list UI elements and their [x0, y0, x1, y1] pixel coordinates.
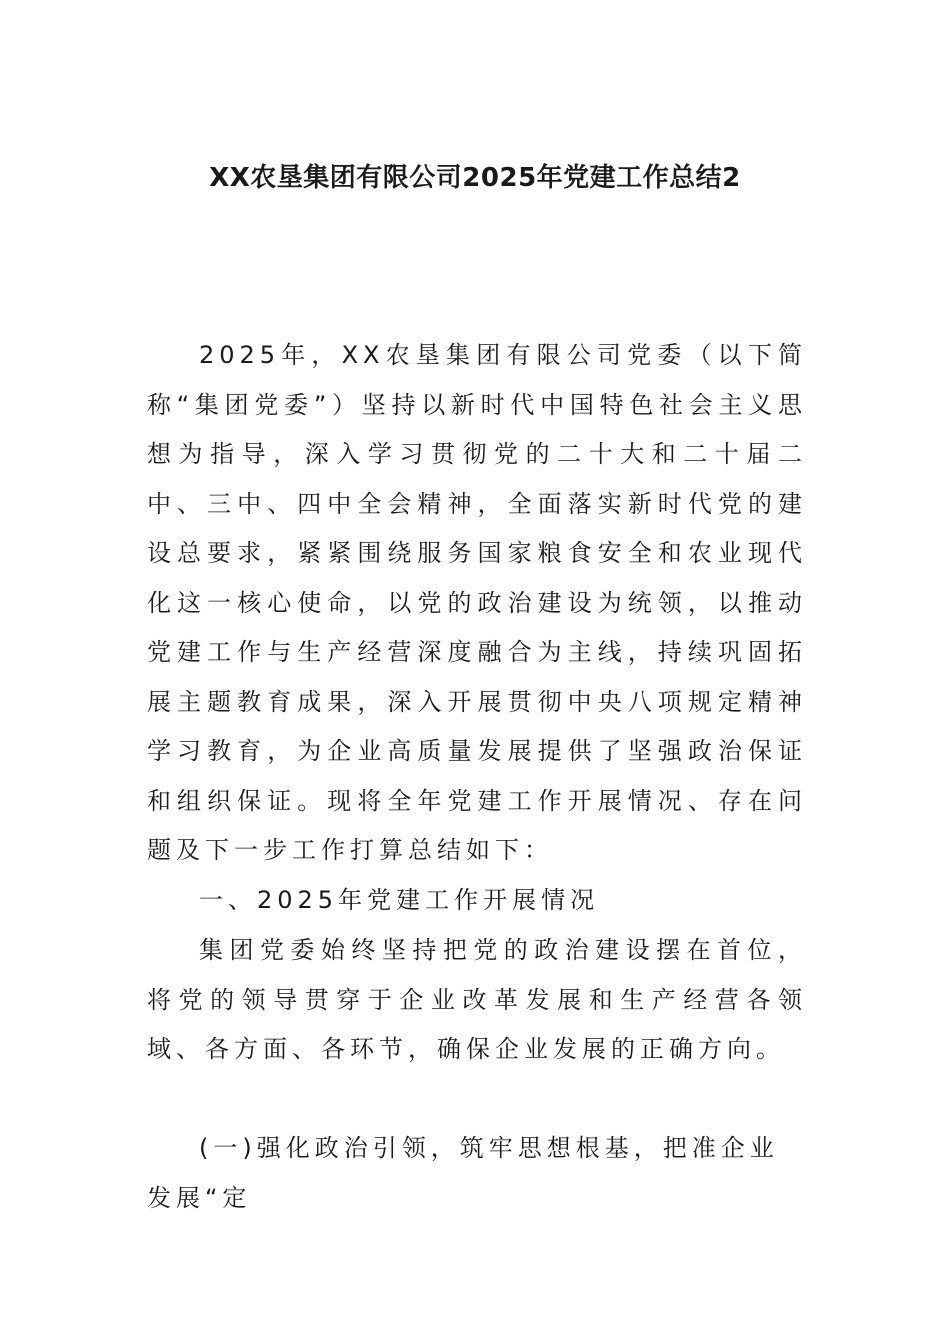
- subsection-heading: (一)强化政治引领，筑牢思想根基，把准企业发展“定: [147, 1134, 779, 1212]
- section-heading: 一、2025年党建工作开展情况: [199, 886, 600, 914]
- section-paragraph: 集团党委始终坚持把党的政治建设摆在首位，将党的领导贯穿于企业改革发展和生产经营各领域、各方面、各环节，确保企业发展的正确方向。: [147, 936, 807, 1063]
- document-title: XX农垦集团有限公司2025年党建工作总结2: [209, 163, 741, 193]
- intro-paragraph: 2025年，XX农垦集团有限公司党委（以下简称“集团党委”）坚持以新时代中国特色社会主义思想为指导，深入学习贯彻党的二十大和二十届二中、三中、四中全会精神，全面落实新时代党的建设总要求，紧紧围绕服务国家粮食安全和农业现代化这一核心使命，以党的政治建设为统领，以推动党建工作与生产经营深度融合为主线，持续巩固拓展主题教育成果，深入开展贯彻中央八项规定精神学习教育，为企业高质量发展提供了坚强政治保证和组织保证。现将全年党建工作开展情况、存在问题及下一步工作打算总结如下：: [147, 341, 807, 864]
